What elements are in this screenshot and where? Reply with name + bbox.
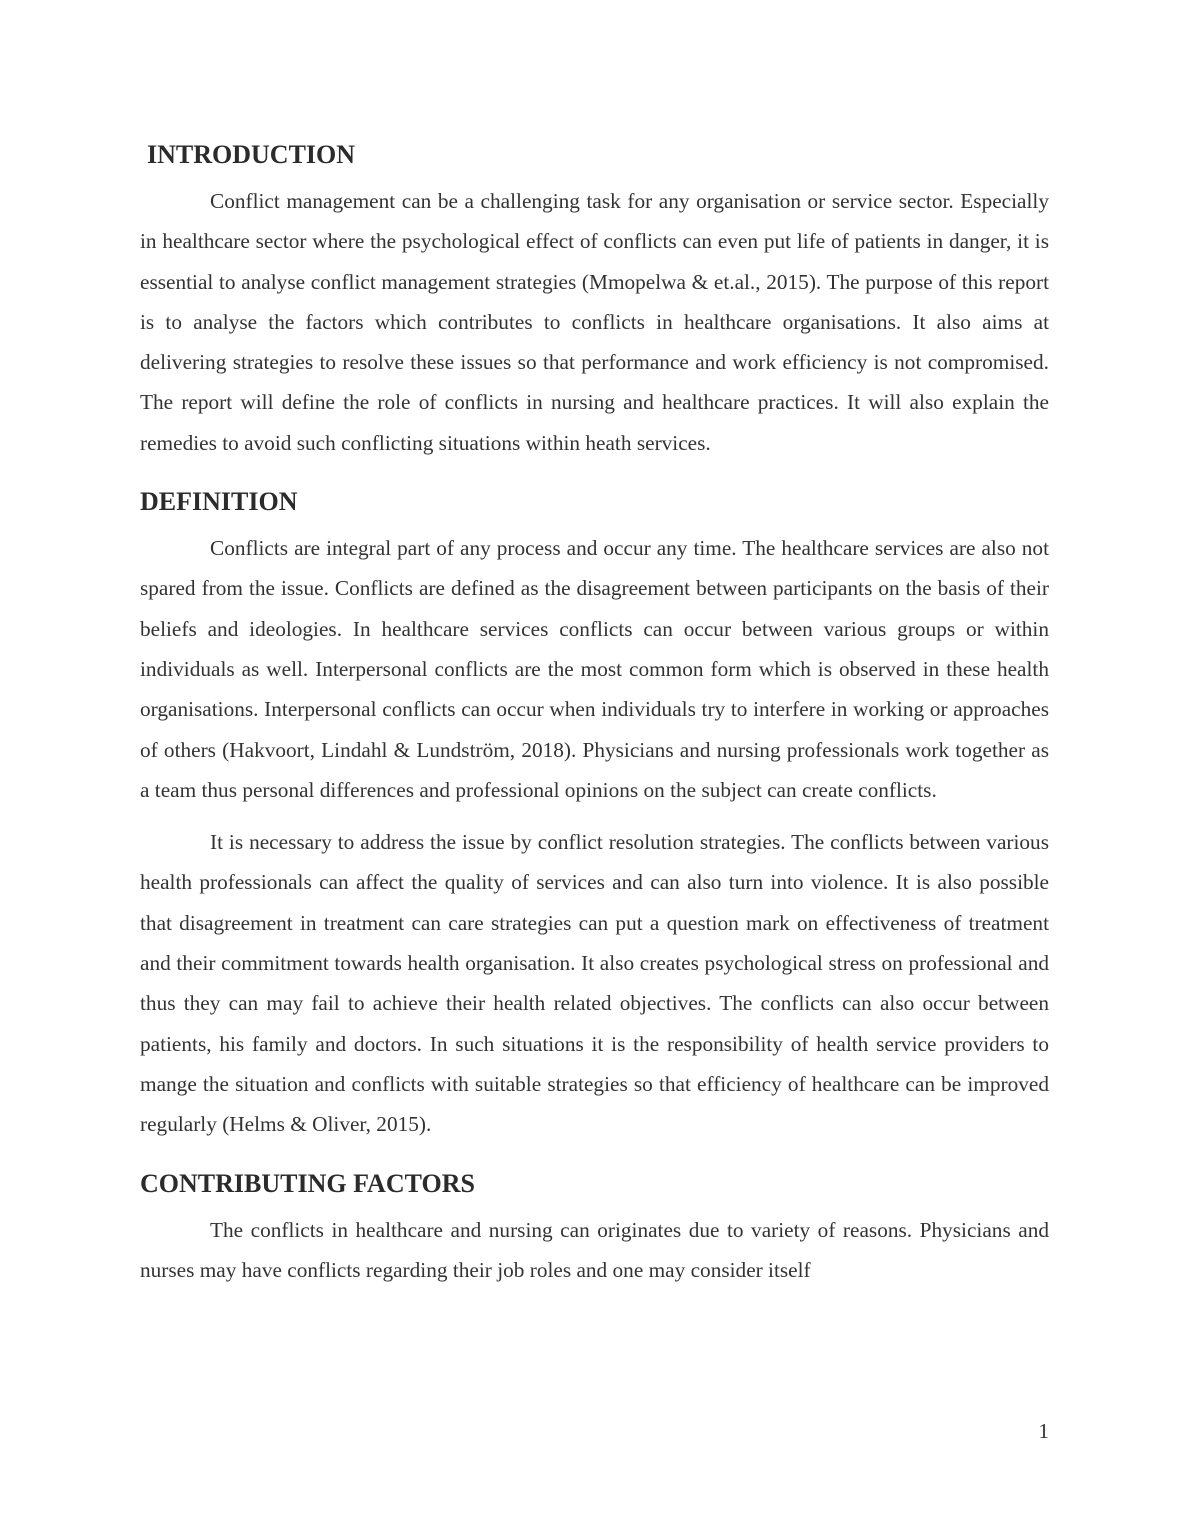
section-heading-introduction: INTRODUCTION [147, 140, 356, 169]
definition-paragraph-2: It is necessary to address the issue by conflict resolution strategies. The conflicts between various health professionals can affect the quality of services and can also turn into violence. It is also possible that disagreement in treatment can care strategies can put a question mark on effectiveness of treatment and their commitment towards health organisation. It also creates psychological stress on professional and thus they can may fail to achieve their health related objectives. The conflicts can also occur between patients, his family and doctors. In such situations it is the responsibility of health service providers to mange the situation and conflicts with suitable strategies so that efficiency of healthcare can be improved regularly (Helms & Oliver, 2015). [140, 830, 1049, 1137]
definition-paragraph-1: Conflicts are integral part of any process and occur any time. The healthcare services are also not spared from the issue. Conflicts are defined as the disagreement between participants on the basis of their beliefs and ideologies. In healthcare services conflicts can occur between various groups or within individuals as well. Interpersonal conflicts are the most common form which is observed in these health organisations. Interpersonal conflicts can occur when individuals try to interfere in working or approaches of others (Hakvoort, Lindahl & Lundström, 2018). Physicians and nursing professionals work together as a team thus personal differences and professional opinions on the subject can create conflicts. [140, 536, 1049, 802]
section-heading-contributing-factors: CONTRIBUTING FACTORS [140, 1168, 475, 1198]
document-page [140, 138, 1049, 1290]
introduction-paragraph-1: Conflict management can be a challenging task for any organisation or service sector. Especially in healthcare sector where the psychological effect of conflicts can even put life of patients in danger, it is essential to analyse conflict management strategies (Mmopelwa & et.al., 2015). The purpose of this report is to analyse the factors which contributes to conflicts in healthcare organisations. It also aims at delivering strategies to resolve these issues so that performance and work efficiency is not compromised. The report will define the role of conflicts in nursing and healthcare practices. It will also explain the remedies to avoid such conflicting situations within heath services. [140, 189, 1049, 455]
section-heading-definition: DEFINITION [140, 487, 298, 517]
contributing-factors-paragraph-1: The conflicts in healthcare and nursing can originates due to variety of reasons. Physicians and nurses may have conflicts regarding their job roles and one may consider itself [140, 1217, 1049, 1282]
page-number: 1 [1038, 1419, 1049, 1443]
